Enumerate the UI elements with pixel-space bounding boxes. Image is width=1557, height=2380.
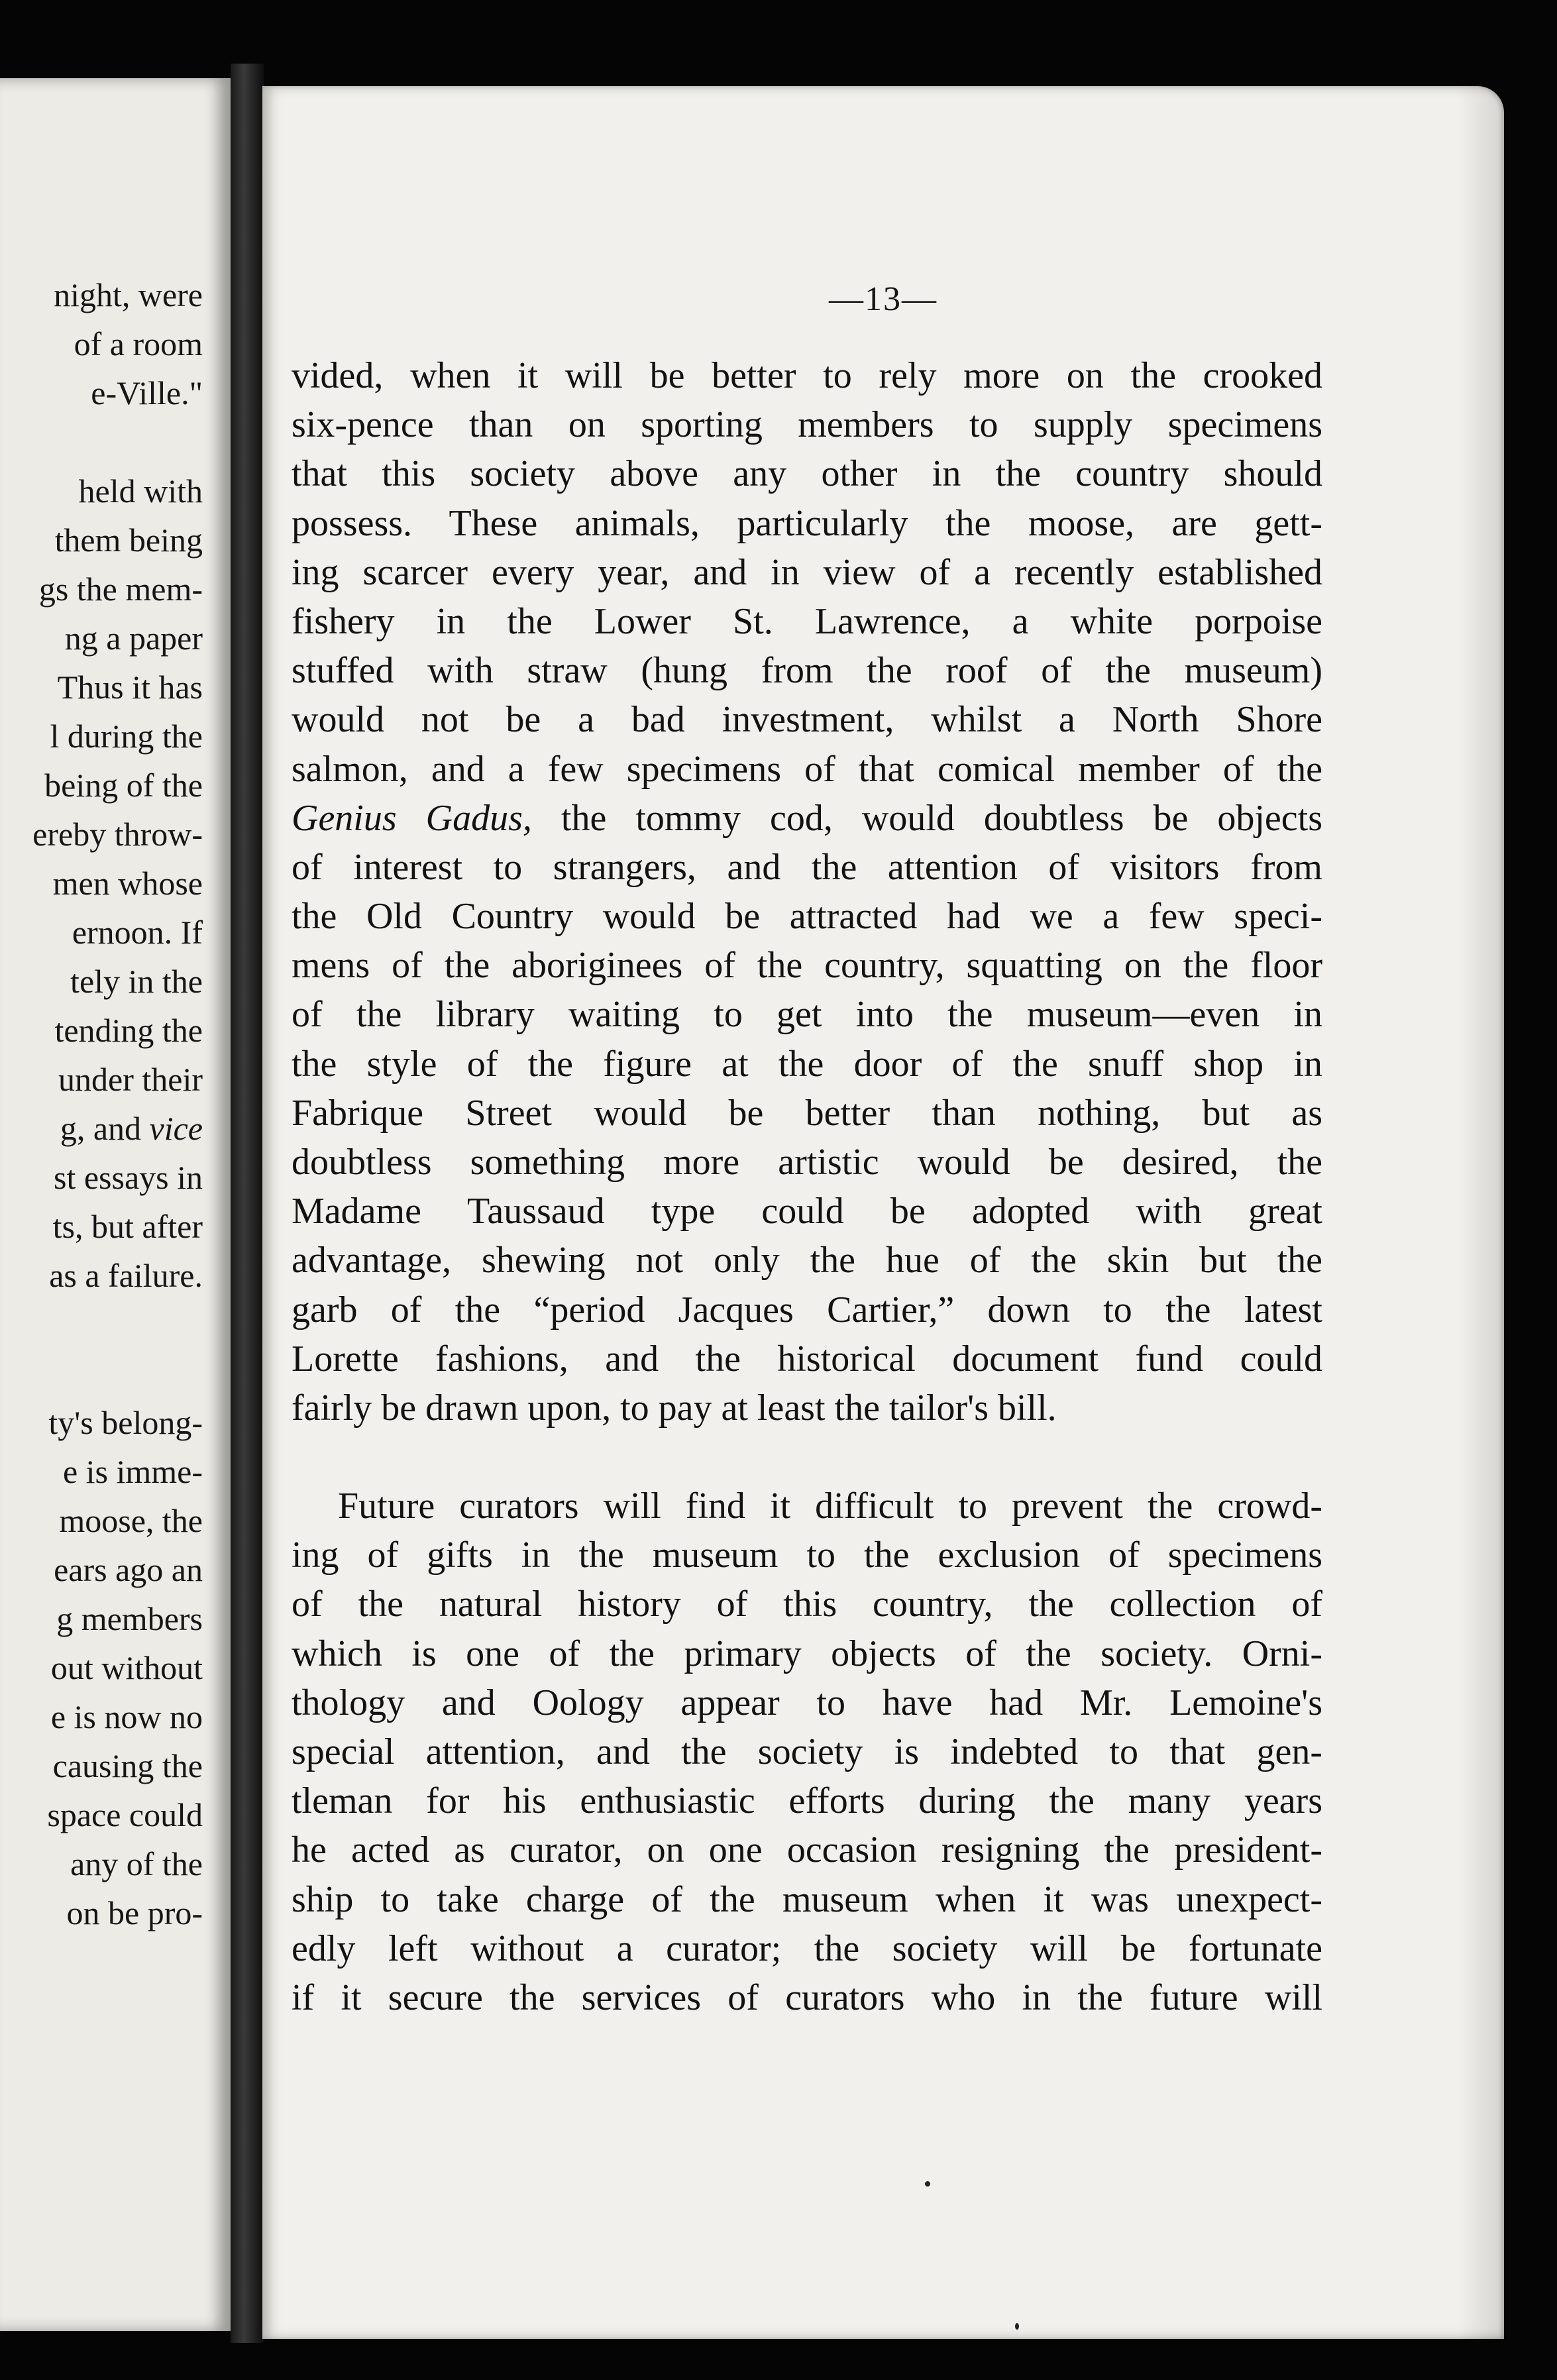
paragraph-1-line: possess. These animals, particularly the moose, are gett- (292, 502, 1322, 544)
paragraph-2-line: he acted as curator, on one occasion resigning the president- (292, 1829, 1322, 1871)
paragraph-2-line: thology and Oology appear to have had Mr. Lemoine's (292, 1682, 1322, 1723)
left-page-line: gs the mem- (38, 570, 203, 608)
left-page-line: ernoon. If (72, 914, 203, 951)
paragraph-1-line: that this society above any other in the country should (292, 453, 1322, 495)
paragraph-1-line: doubtless something more artistic would be desired, the (292, 1142, 1322, 1183)
paragraph-1-line: ing scarcer every year, and in view of a recently established (292, 551, 1322, 593)
page-edge-shadow (1458, 86, 1504, 2339)
paragraph-1-line: Lorette fashions, and the historical document fund could (292, 1338, 1322, 1379)
paragraph-1-line: mens of the aboriginees of the country, squatting on the floor (292, 945, 1322, 987)
paragraph-1-line: fairly be drawn upon, to pay at least the tailor's bill. (292, 1387, 1057, 1429)
left-page-line: of a room (74, 325, 203, 362)
paragraph-2-line: ing of gifts in the museum to the exclusion of specimens (292, 1535, 1322, 1576)
book-gutter (231, 64, 264, 2343)
left-page-fragment (0, 78, 231, 2331)
ink-speck (925, 2181, 930, 2187)
left-page-line: e is now no (50, 1698, 203, 1735)
paragraph-2-line: if it secure the services of curators who in the future will (292, 1976, 1322, 2018)
left-page-line: under their (58, 1061, 203, 1098)
left-page-line: g members (56, 1600, 203, 1637)
paragraph-2-line: ship to take charge of the museum when it was unexpect- (292, 1878, 1322, 1920)
left-page-line: e is imme- (62, 1453, 203, 1490)
left-page-line: out without (50, 1649, 203, 1686)
paragraph-2-line: tleman for his enthusiastic efforts during the many years (292, 1780, 1322, 1822)
left-page-line: tending the (54, 1012, 203, 1049)
paragraph-1 (292, 351, 1322, 1433)
left-page-line: e-Ville." (91, 374, 203, 411)
left-page-line: tely in the (70, 963, 203, 1000)
paragraph-2-line: which is one of the primary objects of the society. Orni- (292, 1633, 1322, 1674)
left-page-line: men whose (52, 865, 203, 902)
left-page-line: ears ago an (54, 1551, 203, 1588)
paragraph-1-line: of the library waiting to get into the museum—even in (292, 994, 1322, 1036)
paragraph-1-line: advantage, shewing not only the hue of the skin but the (292, 1240, 1322, 1281)
left-page-line: held with (78, 472, 203, 510)
paragraph-1-line: would not be a bad investment, whilst a North Shore (292, 699, 1322, 741)
paragraph-1-line: salmon, and a few specimens of that comical member of the (292, 748, 1322, 790)
paragraph-1-line-italic (292, 794, 1322, 843)
paragraph-1-line: garb of the “period Jacques Cartier,” down to the latest (292, 1289, 1322, 1330)
paragraph-1-line: the style of the figure at the door of the snuff shop in (292, 1043, 1322, 1085)
paragraph-1-line: Madame Taussaud type could be adopted with great (292, 1191, 1322, 1232)
left-page-line: g, and vice (60, 1110, 203, 1147)
left-page-line: st essays in (54, 1159, 203, 1196)
paragraph-2-line: special attention, and the society is indebted to that gen- (292, 1731, 1322, 1772)
paragraph-1-line: the Old Country would be attracted had we a few speci- (292, 896, 1322, 938)
left-page-line: ty's belong- (48, 1404, 203, 1441)
paragraph-2-line: of the natural history of this country, the collection of (292, 1584, 1322, 1625)
left-page-line: l during the (50, 718, 203, 755)
left-page-line: them being (54, 521, 203, 559)
left-page-line: any of the (70, 1845, 203, 1882)
left-page-line: Thus it has (57, 669, 203, 706)
italic-genus-name: Genius Gadus, (292, 797, 532, 839)
paragraph-1-line: fishery in the Lower St. Lawrence, a white porpoise (292, 600, 1322, 642)
page-number: —13— (829, 280, 938, 318)
left-page-line: causing the (52, 1747, 203, 1784)
left-page-line: ng a paper (64, 620, 203, 657)
paragraph-2 (292, 1482, 1322, 2022)
left-page-line: night, were (54, 276, 203, 313)
paragraph-1-line: of interest to strangers, and the attention of visitors from (292, 846, 1322, 888)
paragraph-1-line: Fabrique Street would be better than nothing, but as (292, 1092, 1322, 1134)
left-page-line: on be pro- (66, 1894, 203, 1931)
paragraph-1-line: stuffed with straw (hung from the roof of the museum) (292, 650, 1322, 692)
paragraph-1-line: vided, when it will be better to rely more on the crooked (292, 355, 1322, 396)
left-page-line: being of the (44, 767, 203, 804)
left-page-line: ts, but after (52, 1208, 203, 1245)
left-page-line: moose, the (59, 1502, 203, 1539)
page-13 (262, 86, 1504, 2339)
left-page-line: space could (47, 1796, 203, 1833)
ink-speck (1015, 2323, 1019, 2330)
paragraph-2-line: Future curators will find it difficult to prevent the crowd- (338, 1486, 1322, 1527)
left-page-line: ereby throw- (32, 816, 203, 853)
paragraph-2-line: edly left without a curator; the society will be fortunate (292, 1927, 1322, 1969)
left-page-line: as a failure. (49, 1257, 203, 1294)
paragraph-1-line-rest: the tommy cod, would doubtless be objects (561, 797, 1322, 839)
paragraph-1-line: six-pence than on sporting members to supply specimens (292, 404, 1322, 446)
